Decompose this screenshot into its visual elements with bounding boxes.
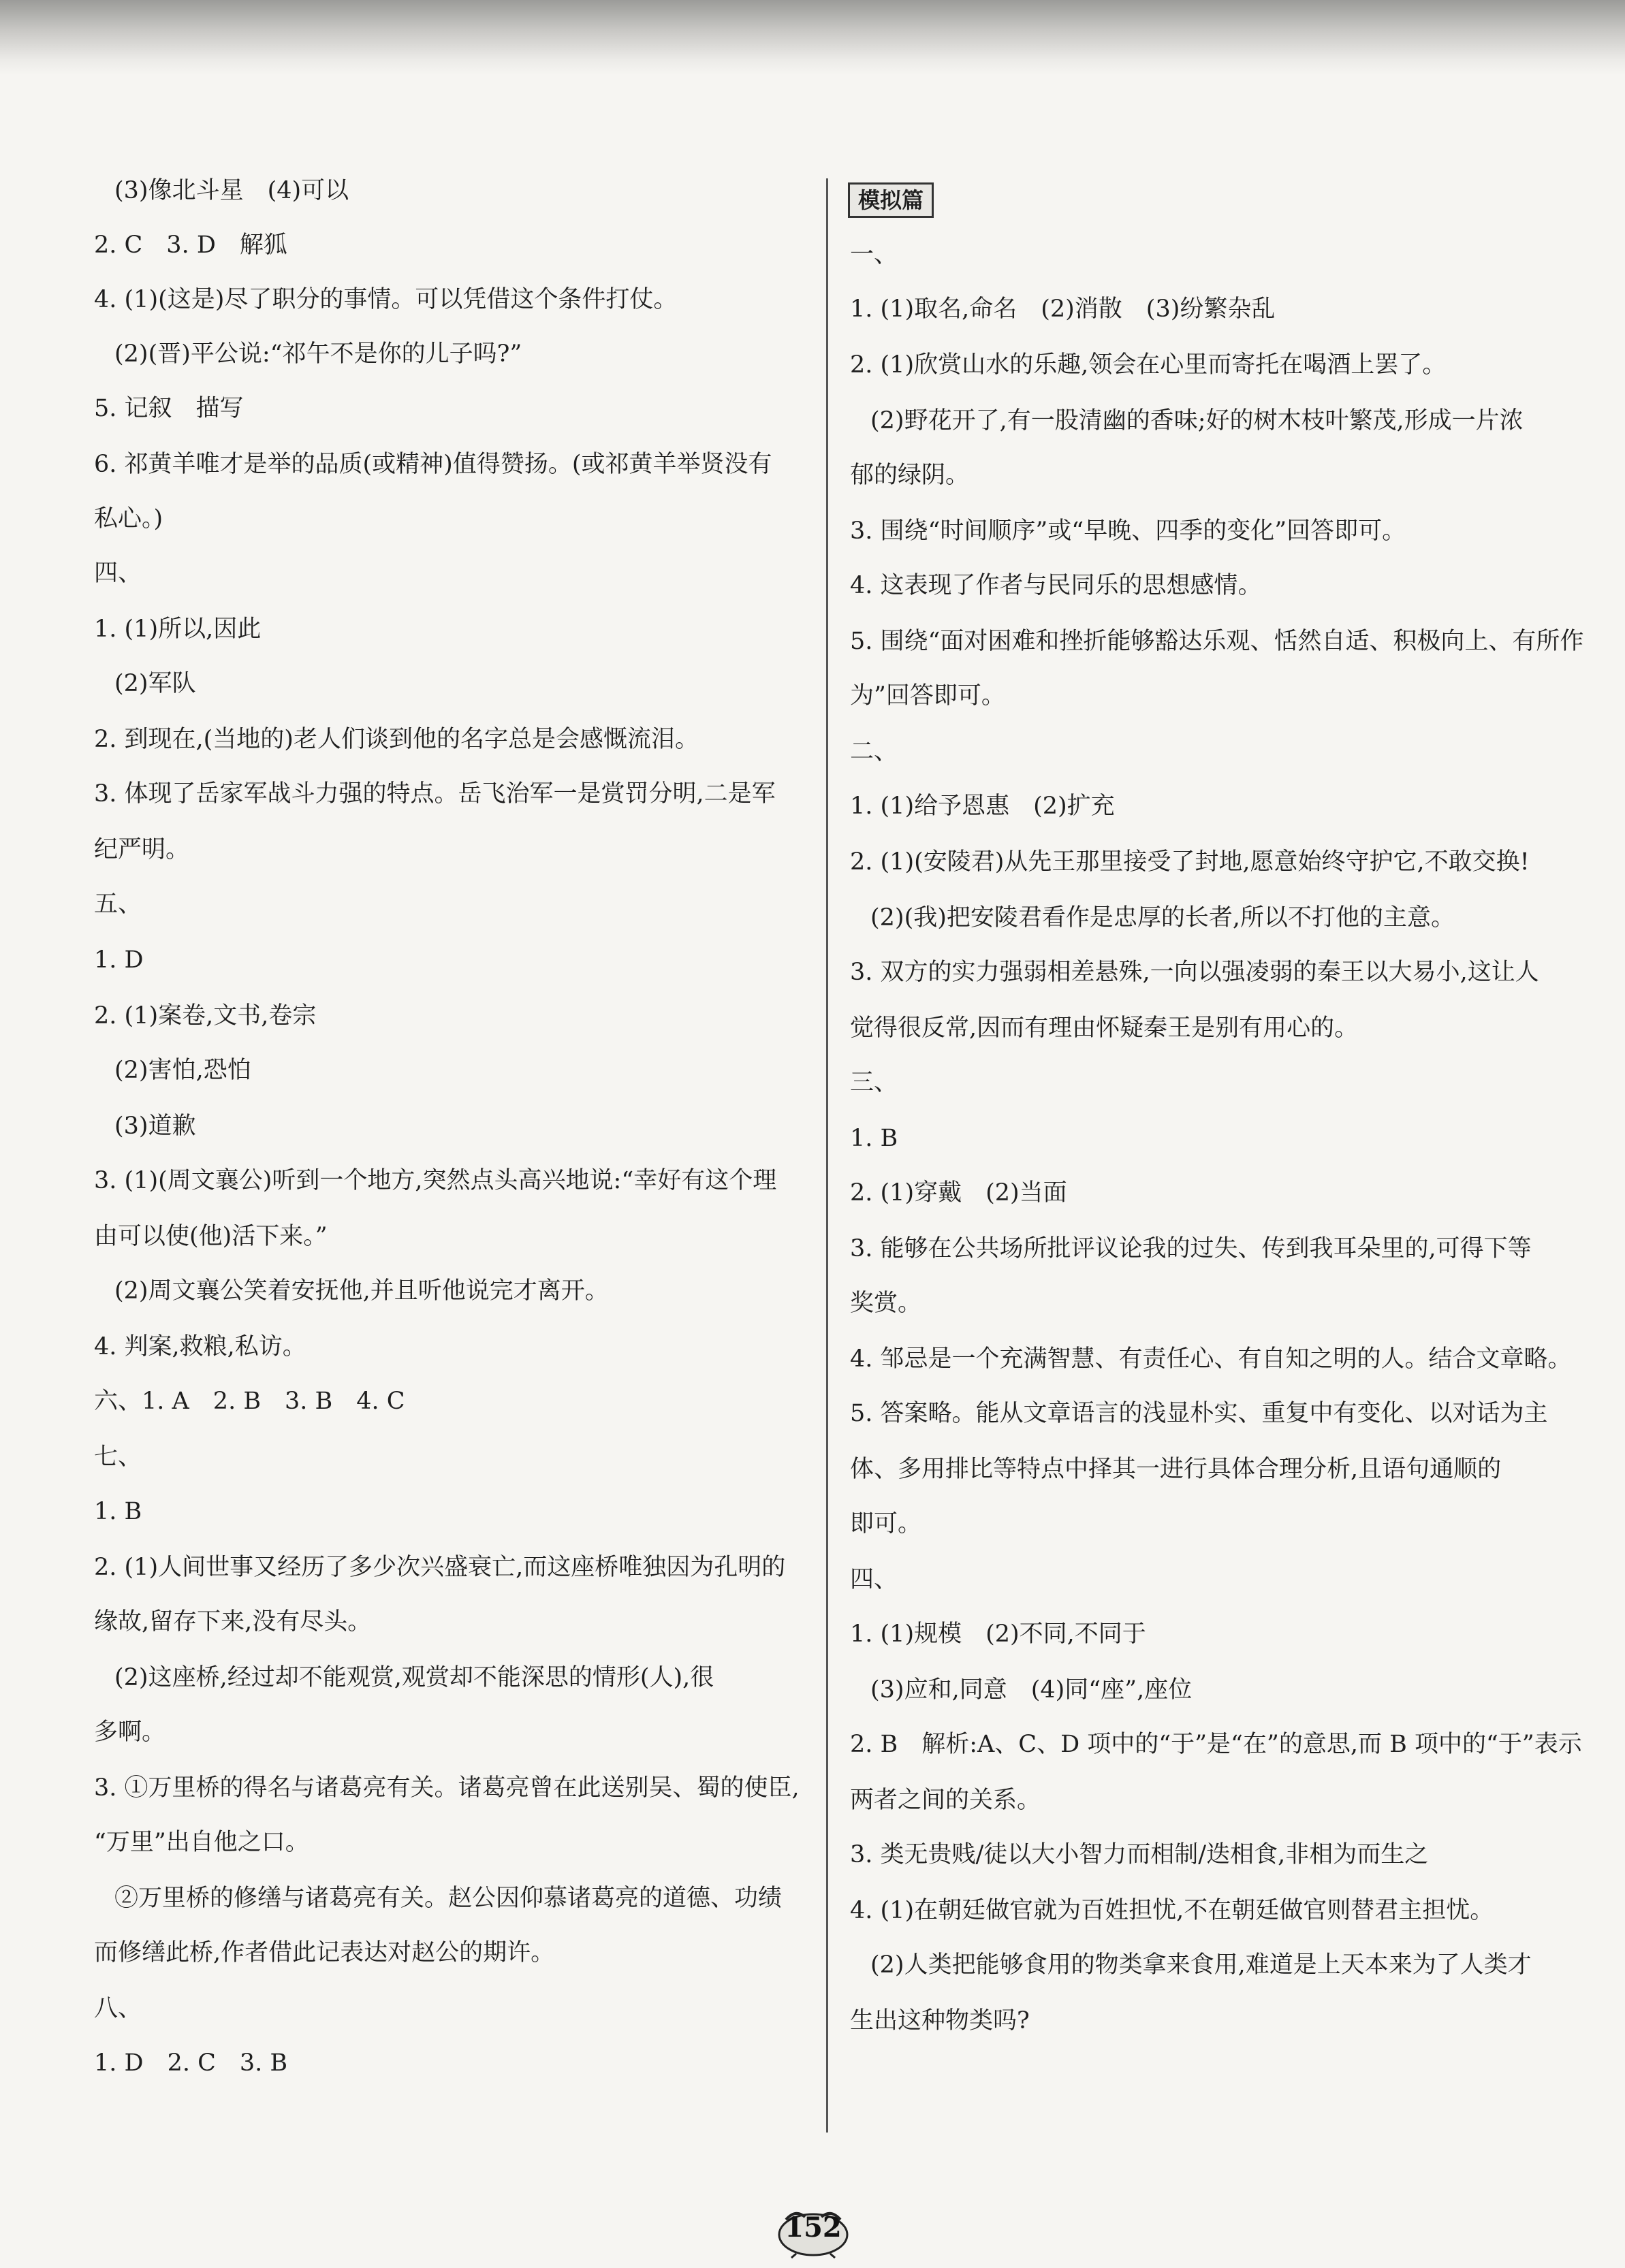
left-answer-line: 七、 (94, 1443, 142, 1471)
right-answer-line: 即可。 (850, 1510, 922, 1537)
right-answer-line: 奖赏。 (850, 1290, 922, 1317)
right-answer-line: 4. (1)在朝廷做官就为百姓担忧,不在朝廷做官则替君主担忧。 (850, 1897, 1494, 1924)
left-answer-line: (2)周文襄公笑着安抚他,并且听他说完才离开。 (114, 1277, 609, 1305)
left-answer-line: (2)这座桥,经过却不能观赏,观赏却不能深思的情形(人),很 (114, 1664, 714, 1691)
left-answer-line: 6. 祁黄羊唯才是举的品质(或精神)值得赞扬。(或祁黄羊举贤没有 (94, 451, 772, 478)
right-answer-line: (3)应和,同意 (4)同“座”,座位 (870, 1676, 1193, 1704)
left-answer-line: (3)道歉 (114, 1113, 196, 1140)
right-answer-line: 3. 双方的实力强弱相差悬殊,一向以强凌弱的秦王以大易小,这让人 (850, 959, 1539, 986)
left-answer-line: (2)(晋)平公说:“祁午不是你的儿子吗?” (114, 340, 522, 368)
right-answer-line: 体、多用排比等特点中择其一进行具体合理分析,且语句通顺的 (850, 1456, 1502, 1483)
left-answer-line: 多啊。 (94, 1719, 166, 1746)
left-answer-line: 3. (1)(周文襄公)听到一个地方,突然点头高兴地说:“幸好有这个理 (94, 1167, 777, 1194)
left-answer-line: 3. ①万里桥的得名与诸葛亮有关。诸葛亮曾在此送别吴、蜀的使臣, (94, 1774, 800, 1802)
right-answer-line: 4. 这表现了作者与民同乐的思想感情。 (850, 572, 1262, 599)
section-badge: 模拟篇 (848, 182, 934, 218)
right-answer-line: 2. (1)穿戴 (2)当面 (850, 1179, 1067, 1207)
left-answer-line: 1. (1)所以,因此 (94, 616, 262, 643)
left-answer-line: ②万里桥的修缮与诸葛亮有关。赵公因仰慕诸葛亮的道德、功绩 (114, 1885, 783, 1912)
right-answer-line: (2)人类把能够食用的物类拿来食用,难道是上天本来为了人类才 (870, 1951, 1532, 1979)
right-answer-line: 郁的绿阴。 (850, 462, 970, 489)
right-answer-line: 为”回答即可。 (850, 682, 1005, 709)
right-answer-line: 2. (1)欣赏山水的乐趣,领会在心里而寄托在喝酒上罢了。 (850, 351, 1447, 379)
left-answer-line: 4. (1)(这是)尽了职分的事情。可以凭借这个条件打仗。 (94, 286, 678, 313)
left-answer-line: 1. B (94, 1498, 142, 1525)
right-answer-line: 4. 邹忌是一个充满智慧、有责任心、有自知之明的人。结合文章略。 (850, 1345, 1572, 1373)
left-answer-line: 1. D 2. C 3. B (94, 2049, 288, 2077)
left-answer-line: 2. (1)人间世事又经历了多少次兴盛衰亡,而这座桥唯独因为孔明的 (94, 1554, 786, 1581)
right-answer-line: 1. (1)取名,命名 (2)消散 (3)纷繁杂乱 (850, 296, 1276, 323)
left-answer-line: 1. D (94, 946, 144, 974)
right-answer-line: 两者之间的关系。 (850, 1787, 1041, 1814)
right-answer-line: 5. 答案略。能从文章语言的浅显朴实、重复中有变化、以对话为主 (850, 1400, 1548, 1427)
left-answer-line: 4. 判案,救粮,私访。 (94, 1333, 306, 1360)
page-number: 152 (785, 2211, 842, 2243)
left-answer-line: 2. C 3. D 解狐 (94, 231, 287, 259)
right-answer-line: (2)野花开了,有一股清幽的香味;好的树木枝叶繁茂,形成一片浓 (870, 407, 1524, 434)
right-answer-line: 2. (1)(安陵君)从先王那里接受了封地,愿意始终守护它,不敢交换! (850, 848, 1530, 876)
right-answer-line: 三、 (850, 1069, 898, 1096)
right-answer-line: 四、 (850, 1566, 898, 1593)
right-answer-line: 1. (1)规模 (2)不同,不同于 (850, 1620, 1146, 1648)
left-answer-line: (2)害怕,恐怕 (114, 1057, 251, 1084)
left-answer-line: “万里”出自他之口。 (94, 1829, 309, 1856)
column-divider (826, 178, 828, 2133)
page-number-ornament (766, 2205, 861, 2259)
right-answer-line: 3. 围绕“时间顺序”或“早晚、四季的变化”回答即可。 (850, 517, 1406, 545)
left-answer-line: 六、1. A 2. B 3. B 4. C (94, 1388, 405, 1415)
left-answer-line: 2. (1)案卷,文书,卷宗 (94, 1002, 317, 1029)
left-answer-line: (3)像北斗星 (4)可以 (114, 177, 349, 204)
left-answer-line: 八、 (94, 1995, 142, 2022)
left-answer-line: 3. 体现了岳家军战斗力强的特点。岳飞治军一是赏罚分明,二是军 (94, 780, 776, 808)
left-answer-line: 四、 (94, 560, 142, 587)
right-answer-line: 觉得很反常,因而有理由怀疑秦王是别有用心的。 (850, 1015, 1359, 1042)
right-answer-line: 一、 (850, 241, 898, 268)
left-answer-line: 纪严明。 (94, 836, 190, 863)
left-answer-line: 而修缮此桥,作者借此记表达对赵公的期许。 (94, 1939, 555, 1966)
left-answer-line: 私心。) (94, 505, 163, 532)
left-answer-line: 5. 记叙 描写 (94, 395, 244, 422)
left-answer-line: 2. 到现在,(当地的)老人们谈到他的名字总是会感慨流泪。 (94, 726, 699, 753)
left-answer-line: 由可以使(他)活下来。” (94, 1223, 328, 1250)
right-answer-line: 1. B (850, 1125, 898, 1152)
left-answer-line: 缘故,留存下来,没有尽头。 (94, 1608, 372, 1635)
right-answer-line: 5. 围绕“面对困难和挫折能够豁达乐观、恬然自适、积极向上、有所作 (850, 628, 1584, 655)
left-answer-line: 五、 (94, 891, 142, 918)
right-answer-line: 3. 类无贵贱/徒以大小智力而相制/迭相食,非相为而生之 (850, 1841, 1429, 1868)
right-answer-line: 2. B 解析:A、C、D 项中的“于”是“在”的意思,而 B 项中的“于”表示 (850, 1731, 1582, 1758)
right-answer-line: 3. 能够在公共场所批评议论我的过失、传到我耳朵里的,可得下等 (850, 1235, 1532, 1262)
left-answer-line: (2)军队 (114, 670, 196, 697)
right-answer-line: 1. (1)给予恩惠 (2)扩充 (850, 793, 1115, 820)
right-answer-line: (2)(我)把安陵君看作是忠厚的长者,所以不打他的主意。 (870, 904, 1455, 931)
scan-top-shadow (0, 0, 1625, 75)
right-answer-line: 生出这种物类吗? (850, 2007, 1030, 2034)
right-answer-line: 二、 (850, 738, 898, 765)
